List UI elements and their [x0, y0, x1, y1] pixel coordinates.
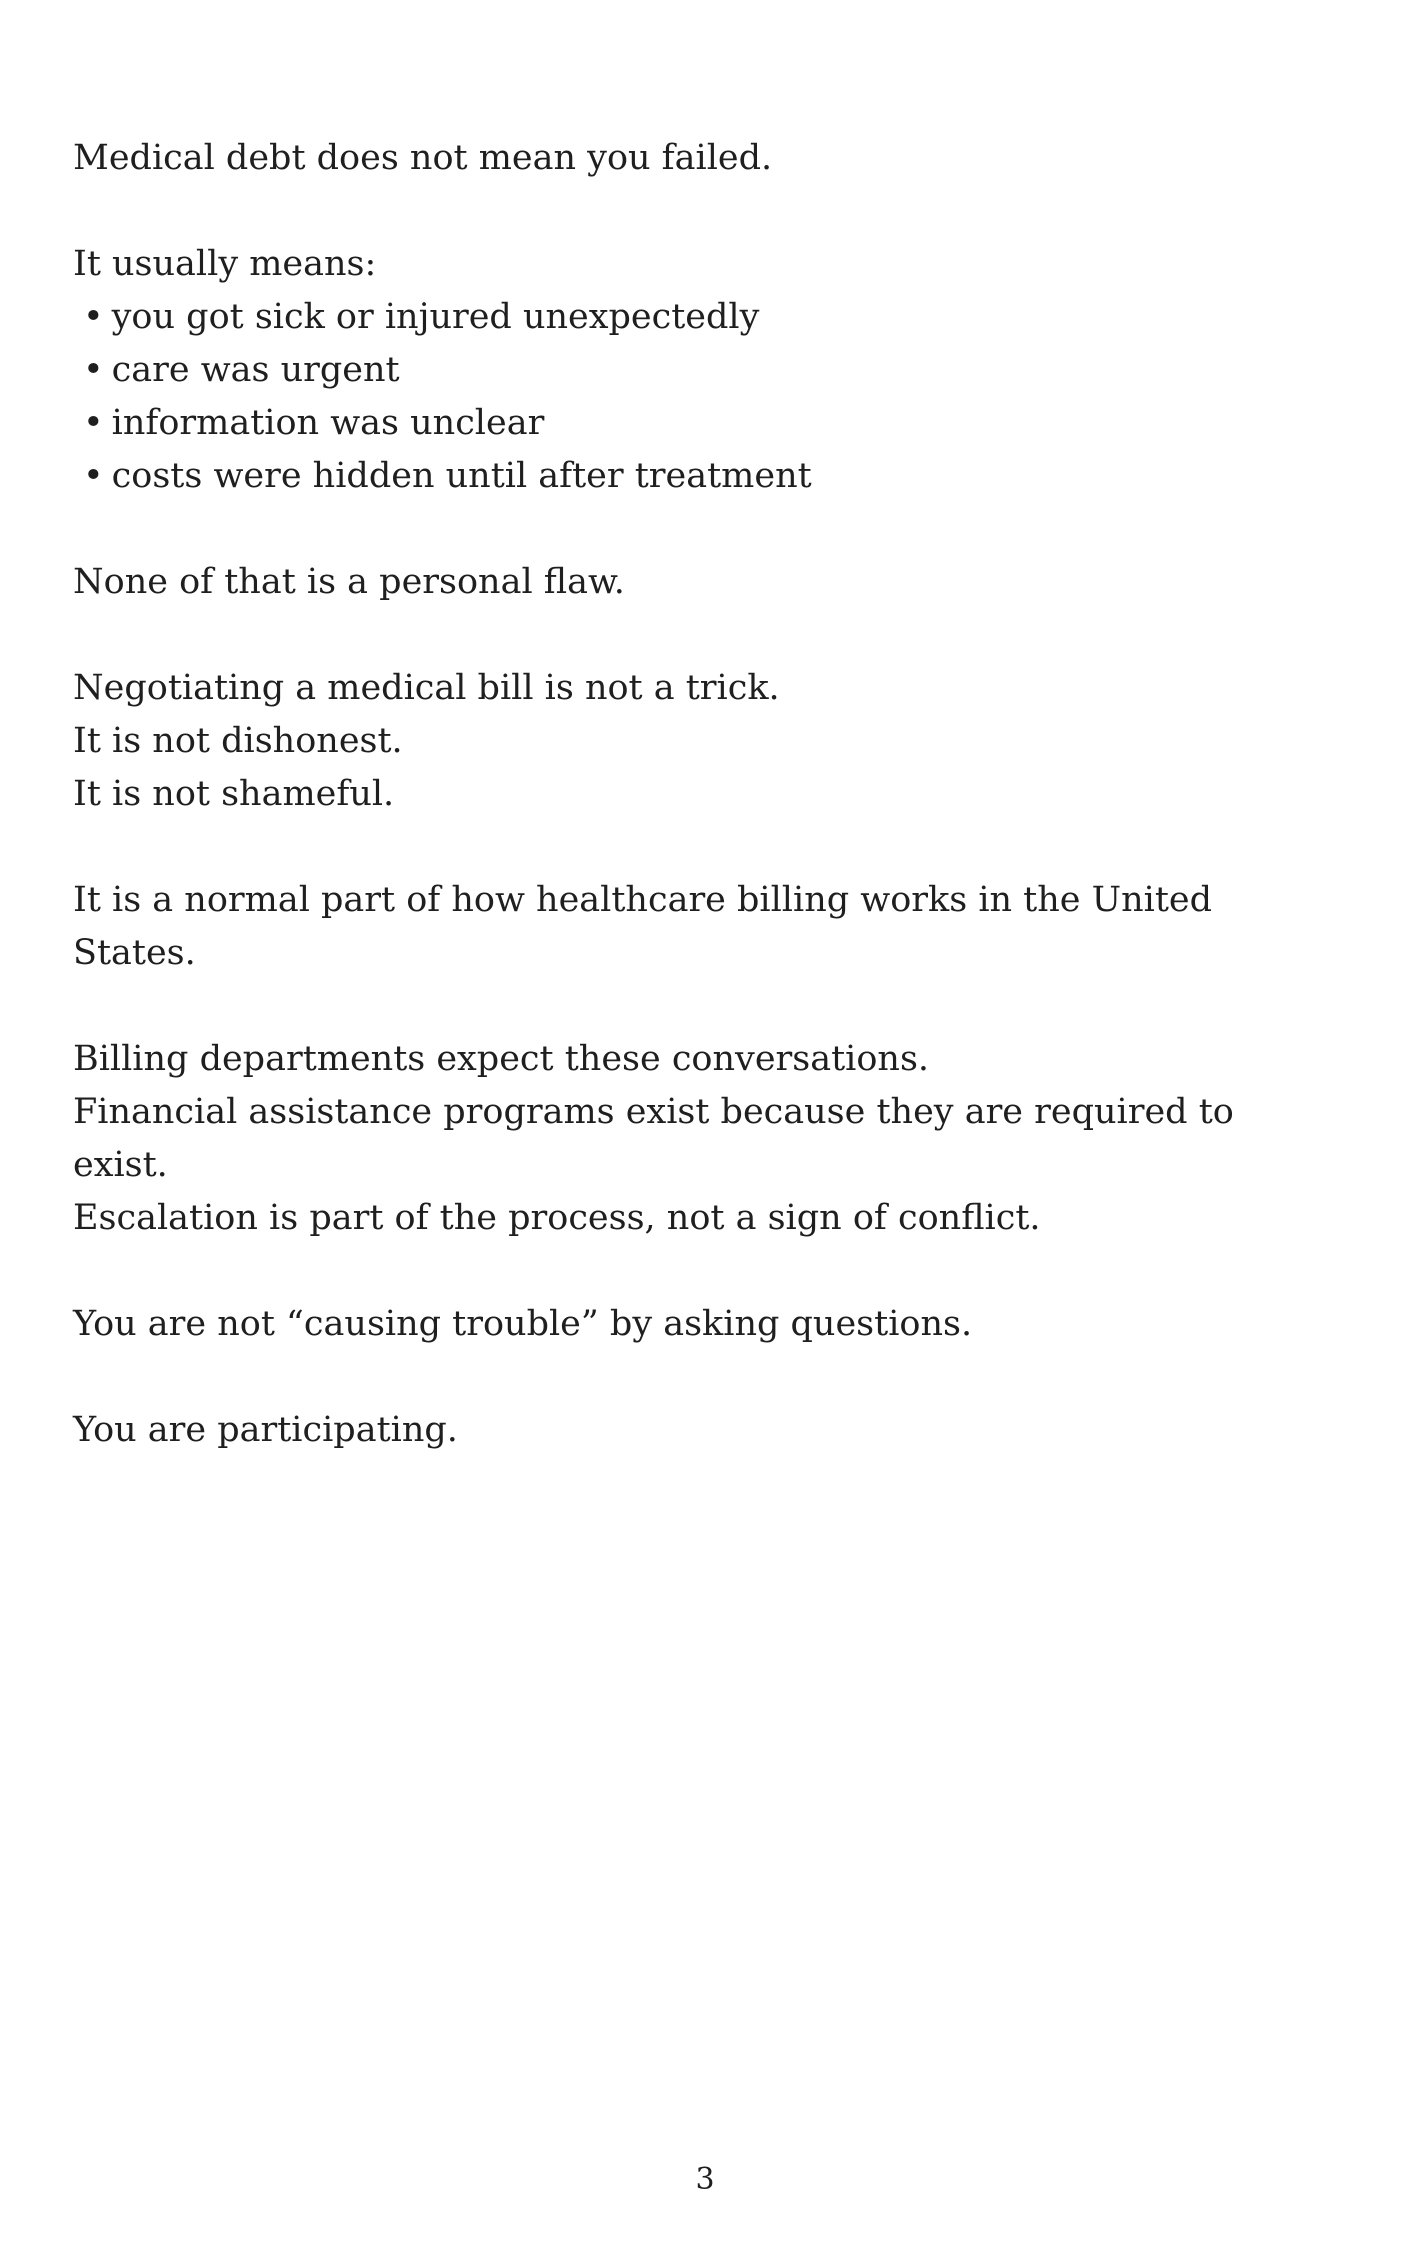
- paragraph-gap: [73, 821, 1263, 874]
- paragraph-line: None of that is a personal flaw.: [73, 562, 625, 602]
- paragraph-line: exist.: [73, 1145, 168, 1185]
- paragraph-line: Negotiating a medical bill is not a trick.: [73, 668, 780, 708]
- page-number: 3: [695, 2162, 715, 2197]
- paragraph-line: You are participating.: [73, 1410, 458, 1450]
- document-body: [73, 132, 1263, 1457]
- paragraph-line: You are not “causing trouble” by asking questions.: [73, 1304, 973, 1344]
- paragraph-line: Medical debt does not mean you failed.: [73, 138, 773, 178]
- paragraph-line: It is not shameful.: [73, 774, 395, 814]
- paragraph-line: States.: [73, 933, 196, 973]
- bullet-item: • care was urgent: [73, 344, 1263, 397]
- paragraph-line: It usually means:: [73, 244, 377, 284]
- paragraph-gap: [73, 185, 1263, 238]
- bullet-item: • you got sick or injured unexpectedly: [73, 291, 1263, 344]
- bullet-item: • costs were hidden until after treatment: [73, 450, 1263, 503]
- paragraph-gap: [73, 503, 1263, 556]
- paragraph-line: Escalation is part of the process, not a sign of conflict.: [73, 1198, 1041, 1238]
- paragraph-line: It is a normal part of how healthcare billing works in the United: [73, 880, 1213, 920]
- paragraph-gap: [73, 609, 1263, 662]
- paragraph-line: Billing departments expect these conversations.: [73, 1039, 930, 1079]
- paragraph-line: Financial assistance programs exist because they are required to: [73, 1092, 1234, 1132]
- paragraph-line: It is not dishonest.: [73, 721, 403, 761]
- bullet-item: • information was unclear: [73, 397, 1263, 450]
- paragraph-gap: [73, 1351, 1263, 1404]
- paragraph-gap: [73, 980, 1263, 1033]
- paragraph-gap: [73, 1245, 1263, 1298]
